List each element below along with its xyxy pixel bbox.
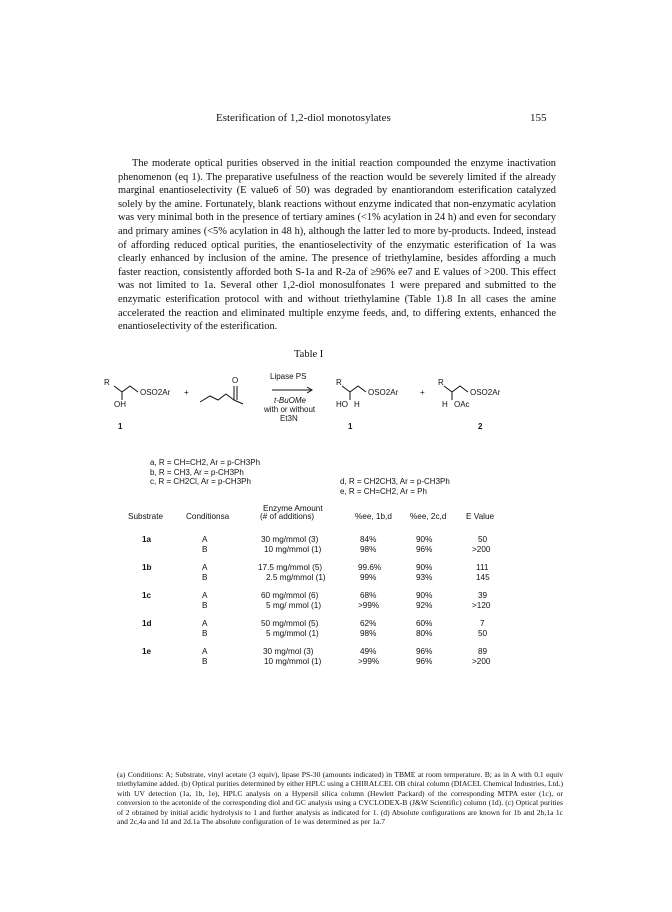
product2-oac-label: OAc	[454, 400, 470, 409]
cell-substrate: 1a	[142, 535, 152, 544]
cell-ee2: 96%	[416, 657, 433, 666]
col-header-e-value: E Value	[466, 512, 495, 521]
cell-ee1: 98%	[360, 545, 377, 554]
cell-enzyme: 60 mg/mmol (6)	[261, 591, 319, 600]
plus-sign: +	[420, 388, 425, 397]
substituent-c: c, R = CH2Cl, Ar = p-CH3Ph	[150, 477, 251, 486]
sm-r-label: R	[104, 378, 110, 387]
product1-r-label: R	[336, 378, 342, 387]
page-number: 155	[530, 112, 547, 124]
vinyl-acetate-bonds	[200, 394, 234, 402]
carbonyl-o-label: O	[232, 376, 239, 385]
cell-ee2: 90%	[416, 591, 433, 600]
cell-ee1: 84%	[360, 535, 377, 544]
table-title: Table I	[294, 349, 324, 360]
product2-r-label: R	[438, 378, 444, 387]
product2-group-label: OSO2Ar	[470, 388, 501, 397]
cell-e-value: >120	[472, 601, 491, 610]
cell-ee1: 98%	[360, 629, 377, 638]
cell-substrate: 1c	[142, 591, 152, 600]
cell-ee1: >99%	[358, 601, 380, 610]
product1-group-label: OSO2Ar	[368, 388, 399, 397]
cell-condition: B	[202, 629, 208, 638]
cell-enzyme: 5 mg/mmol (1)	[266, 629, 319, 638]
col-header-substrate: Substrate	[128, 512, 164, 521]
table-row	[0, 534, 672, 558]
cell-e-value: 50	[478, 535, 488, 544]
cell-e-value: 50	[478, 629, 488, 638]
col-header-additions: (# of additions)	[260, 512, 315, 521]
sm-compound-number: 1	[118, 422, 123, 431]
sm-bonds	[114, 386, 138, 392]
cell-ee1: 99%	[360, 573, 377, 582]
product2-compound-number: 2	[478, 422, 483, 431]
table-row	[0, 618, 672, 642]
col-header-conditions: Conditionsa	[186, 512, 230, 521]
cell-ee1: 68%	[360, 591, 377, 600]
cell-ee1: 62%	[360, 619, 377, 628]
col-header-ee2: %ee, 2c,d	[410, 512, 447, 521]
cell-substrate: 1d	[142, 619, 152, 628]
substituent-d: d, R = CH2CH3, Ar = p-CH3Ph	[340, 477, 450, 486]
cell-ee2: 90%	[416, 563, 433, 572]
cell-ee2: 93%	[416, 573, 433, 582]
cell-ee1: 49%	[360, 647, 377, 656]
table-row	[0, 646, 672, 670]
table-row	[0, 562, 672, 586]
col-header-enzyme-amount: Enzyme Amount	[263, 504, 323, 513]
cell-ee1: 99.6%	[358, 563, 382, 572]
cell-e-value: 7	[480, 619, 485, 628]
cell-enzyme: 17.5 mg/mmol (5)	[258, 563, 323, 572]
cell-condition: B	[202, 545, 208, 554]
cell-condition: A	[202, 563, 208, 572]
table-footnote: (a) Conditions: A; Substrate, vinyl acetate (3 equiv), lipase PS-30 (amounts indicated) in TBME at room temperature. B; as in A with 0.1 equiv triethylamine added. (b) Optical purities determined by either HPLC using a CHIRALCEL OB chiral column (DIACEL Chemical Industries, Ltd.) with UV detection (1a, 1b, 1e), HPLC analysis on a Hypersil silica column (Hewlett Packard) of the corresponding MTPA ester (1c), or conversion to the acetonide of the corresponding diol and GC analysis using a CYCLODEX-B (J&W Scientific) column (1d). (c) Optical purities of 2 obtained by initial acidic hydrolysis to 1 and further analysis as indicated for 1. (d) Absolute configurations are known for 1b and 2b,1a 1c and 2c,4a and 1d and 2d.1a The absolute configuration of 1e was determined as per 1a.7	[117, 770, 563, 827]
product1-h-label: H	[354, 400, 360, 409]
cell-enzyme: 10 mg/mmol (1)	[264, 657, 322, 666]
product1-bonds	[342, 386, 366, 392]
col-header-ee1: %ee, 1b,d	[355, 512, 392, 521]
cell-ee2: 96%	[416, 647, 433, 656]
cell-ee2: 60%	[416, 619, 433, 628]
cell-ee2: 96%	[416, 545, 433, 554]
cell-ee2: 92%	[416, 601, 433, 610]
substituent-b: b, R = CH3, Ar = p-CH3Ph	[150, 467, 244, 477]
cell-e-value: 111	[476, 563, 489, 572]
cell-enzyme: 30 mg/mmol (3)	[261, 535, 319, 544]
cell-ee2: 90%	[416, 535, 433, 544]
cell-enzyme: 2.5 mg/mmol (1)	[266, 573, 326, 582]
cell-condition: B	[202, 601, 208, 610]
table-row	[0, 590, 672, 614]
cell-condition: B	[202, 657, 208, 666]
cell-substrate: 1e	[142, 647, 152, 656]
product2-bonds	[444, 386, 468, 392]
product1-ho-label: HO	[336, 400, 348, 409]
cell-condition: A	[202, 647, 208, 656]
substituent-a: a, R = CH=CH2, Ar = p-CH3Ph	[150, 458, 261, 467]
cell-enzyme: 5 mg/ mmol (1)	[266, 601, 322, 610]
running-header-title: Esterification of 1,2-diol monotosylates	[216, 112, 391, 124]
cell-enzyme: 30 mg/mol (3)	[263, 647, 314, 656]
cell-ee2: 80%	[416, 629, 433, 638]
paragraph: The moderate optical purities observed in the initial reaction compounded the enzyme inactivation phenomenon (eq 1). The preparative usefulness of the reaction would be severely limited if the already marginal enantioselectivity (E value6 of 50) was degraded by enantiorandom esterification catalyzed solely by the amine. Fortunately, blank reactions without enzyme indicated that non-enzymatic acylation was very minimal both in the presence of tertiary amines (<1% acylation in 24 h) and even for secondary and primary amines (<5% acylation in 48 h), although the latter led to more by-products. Indeed, instead of affording reduced optical purities, the enantioselectivity of the enzymatic esterification of 1a was clearly enhanced by inclusion of the amine. The presence of triethylamine, besides affording a much faster reaction, consistently afforded both S-1a and R-2a of ≥96% ee7 and E values of >200. This effect was not limited to 1a. Several other 1,2-diol monosulfonates 1 were prepared and submitted to the enzymatic esterification protocol with and without triethylamine (Table 1).8 In all cases the amine accelerated the reaction and eliminated multiple enzyme feeds, and, to differing extents, enhanced the enantioselectivity of the esterification.	[118, 158, 556, 333]
cell-e-value: 39	[478, 591, 488, 600]
sm-oh-label: OH	[114, 400, 126, 409]
cell-condition: A	[202, 535, 208, 544]
reagent-base: Et3N	[280, 414, 298, 423]
plus-sign: +	[184, 388, 189, 397]
reagent-condition: with or without	[264, 405, 316, 414]
cell-condition: A	[202, 619, 208, 628]
product1-compound-number: 1	[348, 422, 353, 431]
cell-condition: B	[202, 573, 208, 582]
cell-condition: A	[202, 591, 208, 600]
substituent-list-left	[150, 458, 260, 487]
cell-enzyme: 10 mg/mmol (1)	[264, 545, 322, 554]
sm-group-label: OSO2Ar	[140, 388, 171, 397]
cell-e-value: 89	[478, 647, 488, 656]
reagent-solvent: t-BuOMe	[274, 396, 307, 405]
cell-ee1: >99%	[358, 657, 380, 666]
reaction-scheme	[100, 370, 580, 445]
reagent-enzyme: Lipase PS	[270, 372, 307, 381]
substituent-list-right	[340, 477, 450, 496]
body-text	[118, 157, 556, 334]
cell-substrate: 1b	[142, 563, 152, 572]
substituent-e: e, R = CH=CH2, Ar = Ph	[340, 486, 427, 496]
cell-e-value: >200	[472, 545, 491, 554]
product2-h-label: H	[442, 400, 448, 409]
cell-enzyme: 50 mg/mmol (5)	[261, 619, 319, 628]
cell-e-value: 145	[476, 573, 490, 582]
cell-e-value: >200	[472, 657, 491, 666]
